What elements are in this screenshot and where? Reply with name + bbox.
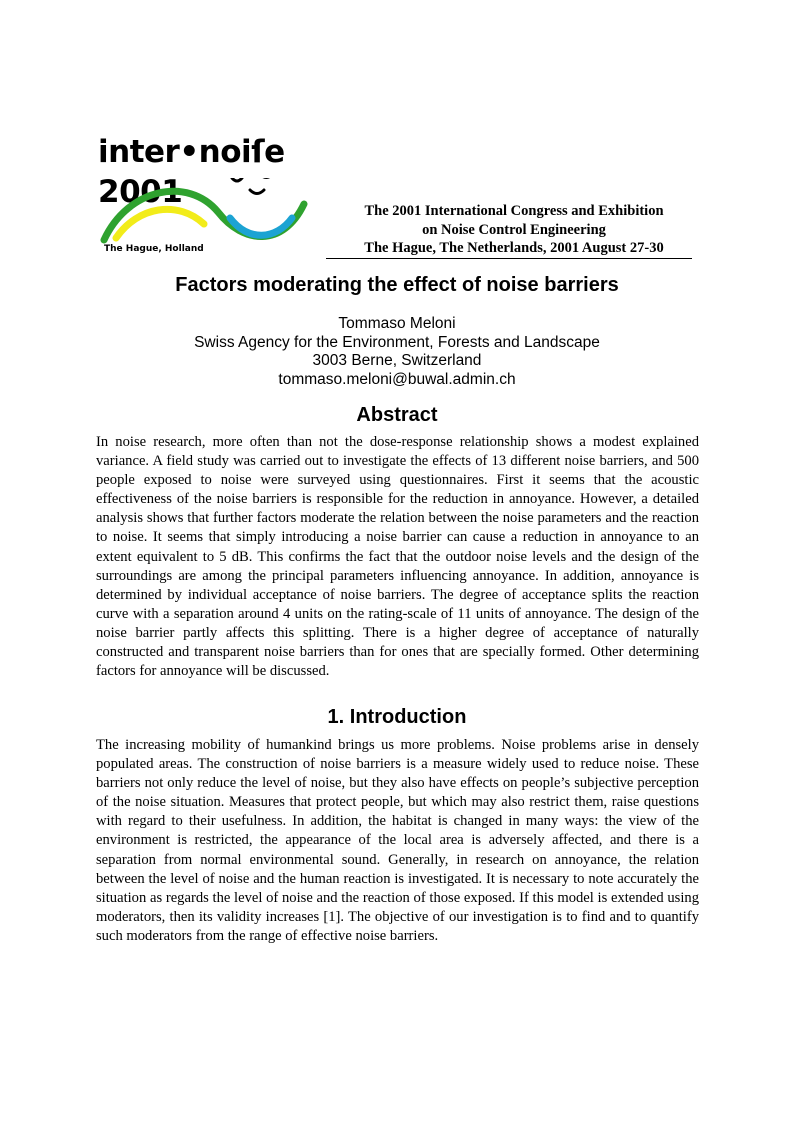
logo-caption: The Hague, Holland (104, 244, 204, 254)
introduction-text: The increasing mobility of humankind brings us more problems. Noise problems arise in densely populated areas. The construction of noise barriers is a measure widely used to reduce noise. These barriers not only reduce the level of noise, but they also have effects on people’s subjective perception of the noise situation. Measures that protect people, but which may also restrict them, raise questions with regard to their usefulness. In addition, the habitat is changed in many ways: the view of the environment is restricted, the appearance of the local area is adversely affected, and there is a separation from normal environmental sound. Generally, in research on annoyance, the relation between the level of noise and the human reaction is investigated. It is necessary to note accurately the situation as regards the level of noise and the reaction of those exposed. If this model is extended using moderators, then its validity increases [1]. The objective of our investigation is to find and to quantify such moderators from the range of effective noise barriers. (96, 737, 699, 944)
conference-info (336, 202, 692, 258)
author-address: 3003 Berne, Switzerland (312, 352, 482, 369)
header-rule (326, 258, 692, 259)
author-name: Tommaso Meloni (338, 315, 456, 332)
conference-logo (98, 132, 330, 262)
paper-title: Factors moderating the effect of noise barriers (175, 274, 619, 296)
logo-wordmark: inter•noiſe 2001 (98, 134, 285, 210)
introduction-heading: 1. Introduction (327, 706, 467, 728)
conference-line-2: on Noise Control Engineering (422, 221, 606, 238)
logo-waves-graphic (98, 178, 330, 248)
conference-line-1: The 2001 International Congress and Exhibition (364, 203, 664, 219)
author-email: tommaso.meloni@buwal.admin.ch (278, 370, 516, 388)
author-block (0, 315, 794, 389)
author-affiliation: Swiss Agency for the Environment, Forests and Landscape (194, 333, 600, 351)
abstract-text: In noise research, more often than not the dose-response relationship shows a modest explained variance. A field study was carried out to investigate the effects of 13 different noise barriers, and 500 people exposed to noise were surveyed using questionnaires. First it seems that the acoustic effectiveness of the noise barriers is responsible for the reduction in annoyance. However, a detailed analysis shows that further factors moderate the relation between the noise parameters and the reaction to noise. It seems that simply introducing a noise barrier can cause a reduction in annoyance to an extent equivalent to 5 dB. This confirms the fact that the outdoor noise levels and the design of the surroundings are among the principal parameters influencing annoyance. In addition, annoyance is determined by individual acceptance of noise barriers. The degree of acceptance splits the reaction curve with a separation around 4 units on the rating-scale of 11 units of annoyance. The design of the noise barrier partly affects this splitting. There is a higher degree of acceptance of naturally constructed and transparent noise barriers than for ones that are specially formed. Other determining factors for annoyance will be discussed. (96, 434, 699, 680)
conference-line-3: The Hague, The Netherlands, 2001 August 27-30 (364, 240, 664, 256)
abstract-heading: Abstract (356, 404, 438, 426)
